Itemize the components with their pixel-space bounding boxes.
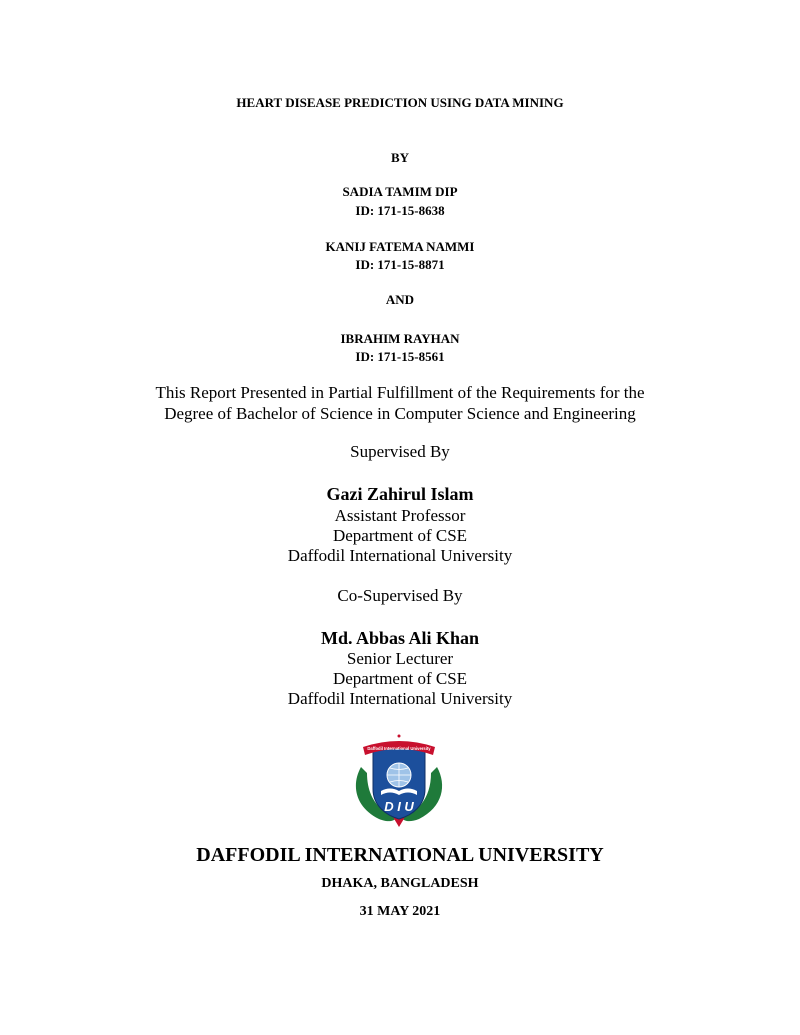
footer-date: 31 MAY 2021 bbox=[359, 904, 441, 919]
statement-line-2: Degree of Bachelor of Science in Computer Science and Engineering bbox=[164, 404, 636, 423]
co-supervisor-name: Md. Abbas Ali Khan bbox=[320, 628, 480, 648]
supervisor-name: Gazi Zahirul Islam bbox=[326, 484, 474, 504]
author-2-id: ID: 171-15-8871 bbox=[355, 257, 445, 272]
co-supervisor-university: Daffodil International University bbox=[287, 689, 513, 708]
footer-university: DAFFODIL INTERNATIONAL UNIVERSITY bbox=[196, 844, 604, 866]
co-supervisor-designation: Senior Lecturer bbox=[346, 649, 454, 668]
logo-initials: D I U bbox=[384, 799, 414, 814]
report-title: HEART DISEASE PREDICTION USING DATA MINING bbox=[236, 95, 564, 110]
diu-logo bbox=[349, 733, 449, 829]
supervisor-department: Department of CSE bbox=[332, 526, 468, 545]
co-supervisor-department: Department of CSE bbox=[332, 669, 468, 688]
author-1-name: SADIA TAMIM DIP bbox=[342, 184, 458, 199]
co-supervised-by-label: Co-Supervised By bbox=[337, 586, 463, 605]
author-1-id: ID: 171-15-8638 bbox=[355, 203, 445, 218]
statement-line-1: This Report Presented in Partial Fulfillment of the Requirements for the bbox=[155, 383, 645, 402]
supervisor-university: Daffodil International University bbox=[287, 546, 513, 565]
author-3-name: IBRAHIM RAYHAN bbox=[340, 331, 460, 346]
by-label: BY bbox=[390, 150, 410, 165]
and-label: AND bbox=[385, 292, 415, 307]
logo-ribbon-text: Daffodil International University bbox=[367, 746, 431, 751]
footer-location: DHAKA, BANGLADESH bbox=[321, 876, 479, 891]
supervisor-designation: Assistant Professor bbox=[334, 506, 466, 525]
author-2-name: KANIJ FATEMA NAMMI bbox=[325, 239, 475, 254]
author-3-id: ID: 171-15-8561 bbox=[355, 349, 445, 364]
supervised-by-label: Supervised By bbox=[350, 442, 450, 461]
